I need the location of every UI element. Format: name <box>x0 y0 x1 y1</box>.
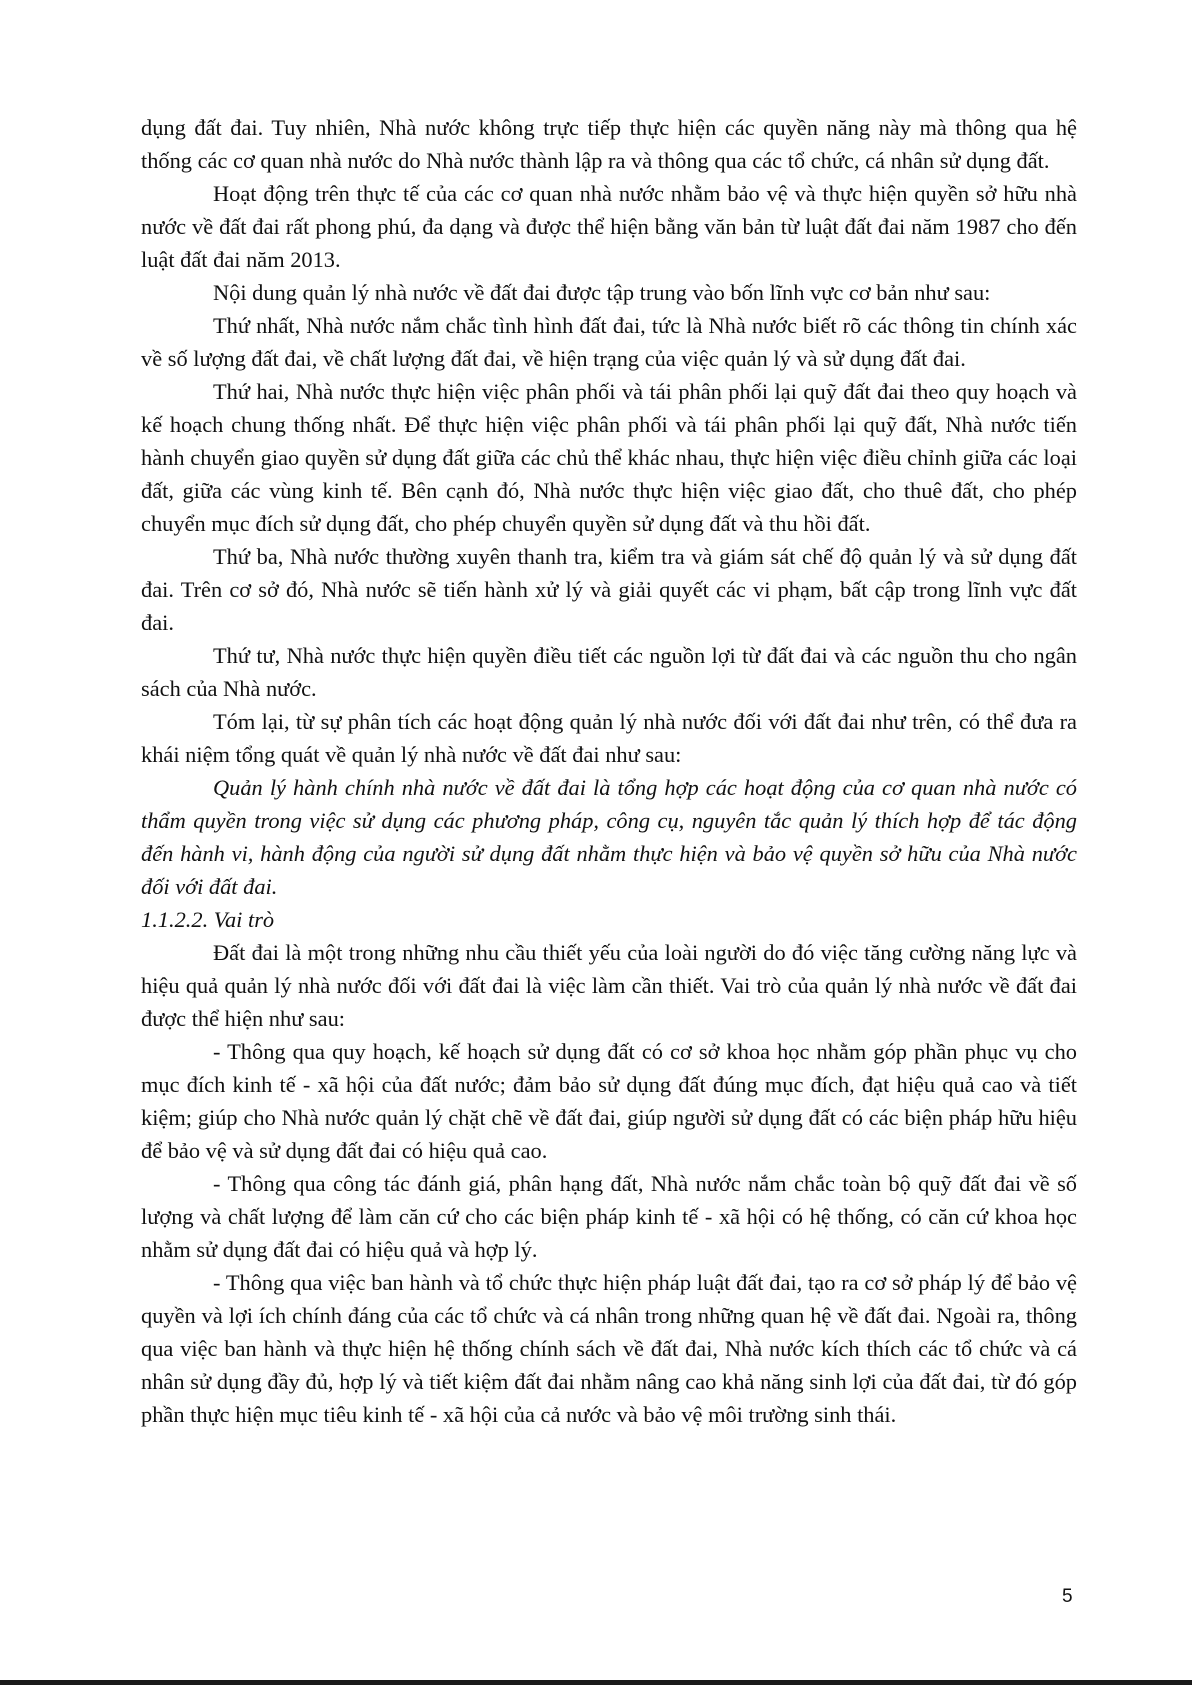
bullet-paragraph: - Thông qua quy hoạch, kế hoạch sử dụng đất có cơ sở khoa học nhằm góp phần phục vụ cho mục đích kinh tế - xã hội của đất nước; đảm bảo sử dụng đất đúng mục đích, đạt hiệu quả cao và tiết kiệm; giúp cho Nhà nước quản lý chặt chẽ về đất đai, giúp người sử dụng đất có các biện pháp hữu hiệu để bảo vệ và sử dụng đất đai có hiệu quả cao. <box>141 1039 1077 1163</box>
paragraph: Hoạt động trên thực tế của các cơ quan nhà nước nhằm bảo vệ và thực hiện quyền sở hữu nhà nước về đất đai rất phong phú, đa dạng và được thể hiện bằng văn bản từ luật đất đai năm 1987 cho đến luật đất đai năm 2013. <box>141 181 1077 272</box>
bullet-paragraph: - Thông qua công tác đánh giá, phân hạng đất, Nhà nước nắm chắc toàn bộ quỹ đất đai về số lượng và chất lượng để làm căn cứ cho các biện pháp kinh tế - xã hội có hệ thống, có căn cứ khoa học nhằm sử dụng đất đai có hiệu quả và hợp lý. <box>141 1171 1077 1262</box>
paragraph: Thứ hai, Nhà nước thực hiện việc phân phối và tái phân phối lại quỹ đất đai theo quy hoạch và kế hoạch chung thống nhất. Để thực hiện việc phân phối và tái phân phối lại quỹ đất, Nhà nước tiến hành chuyển giao quyền sử dụng đất giữa các chủ thể khác nhau, thực hiện việc điều chỉnh giữa các loại đất, giữa các vùng kinh tế. Bên cạnh đó, Nhà nước thực hiện việc giao đất, cho thuê đất, cho phép chuyển mục đích sử dụng đất, cho phép chuyển quyền sử dụng đất và thu hồi đất. <box>141 379 1077 536</box>
paragraph: Thứ nhất, Nhà nước nắm chắc tình hình đất đai, tức là Nhà nước biết rõ các thông tin chính xác về số lượng đất đai, về chất lượng đất đai, về hiện trạng của việc quản lý và sử dụng đất đai. <box>141 313 1077 371</box>
paragraph: Nội dung quản lý nhà nước về đất đai được tập trung vào bốn lĩnh vực cơ bản như sau: <box>213 280 991 305</box>
page-body <box>141 111 1077 1431</box>
page-number: 5 <box>1062 1586 1073 1607</box>
section-heading: 1.1.2.2. Vai trò <box>141 907 275 932</box>
paragraph: Đất đai là một trong những nhu cầu thiết yếu của loài người do đó việc tăng cường năng lực và hiệu quả quản lý nhà nước đối với đất đai là việc làm cần thiết. Vai trò của quản lý nhà nước về đất đai được thể hiện như sau: <box>141 940 1077 1031</box>
paragraph: Thứ tư, Nhà nước thực hiện quyền điều tiết các nguồn lợi từ đất đai và các nguồn thu cho ngân sách của Nhà nước. <box>141 643 1077 701</box>
paragraph: Thứ ba, Nhà nước thường xuyên thanh tra, kiểm tra và giám sát chế độ quản lý và sử dụng đất đai. Trên cơ sở đó, Nhà nước sẽ tiến hành xử lý và giải quyết các vi phạm, bất cập trong lĩnh vực đất đai. <box>141 544 1077 635</box>
bottom-edge-rule <box>0 1680 1192 1685</box>
bullet-paragraph: - Thông qua việc ban hành và tổ chức thực hiện pháp luật đất đai, tạo ra cơ sở pháp lý để bảo vệ quyền và lợi ích chính đáng của các tổ chức và cá nhân trong những quan hệ về đất đai. Ngoài ra, thông qua việc ban hành và thực hiện hệ thống chính sách về đất đai, Nhà nước kích thích các tổ chức và cá nhân sử dụng đầy đủ, hợp lý và tiết kiệm đất đai nhằm nâng cao khả năng sinh lợi của đất đai, từ đó góp phần thực hiện mục tiêu kinh tế - xã hội của cả nước và bảo vệ môi trường sinh thái. <box>141 1270 1077 1427</box>
definition-paragraph: Quản lý hành chính nhà nước về đất đai là tổng hợp các hoạt động của cơ quan nhà nước có thẩm quyền trong việc sử dụng các phương pháp, công cụ, nguyên tắc quản lý thích hợp để tác động đến hành vi, hành động của người sử dụng đất nhằm thực hiện và bảo vệ quyền sở hữu của Nhà nước đối với đất đai. <box>141 775 1077 899</box>
paragraph-continuation: dụng đất đai. Tuy nhiên, Nhà nước không trực tiếp thực hiện các quyền năng này mà thông qua hệ thống các cơ quan nhà nước do Nhà nước thành lập ra và thông qua các tổ chức, cá nhân sử dụng đất. <box>141 115 1077 173</box>
paragraph: Tóm lại, từ sự phân tích các hoạt động quản lý nhà nước đối với đất đai như trên, có thể đưa ra khái niệm tổng quát về quản lý nhà nước về đất đai như sau: <box>141 709 1077 767</box>
